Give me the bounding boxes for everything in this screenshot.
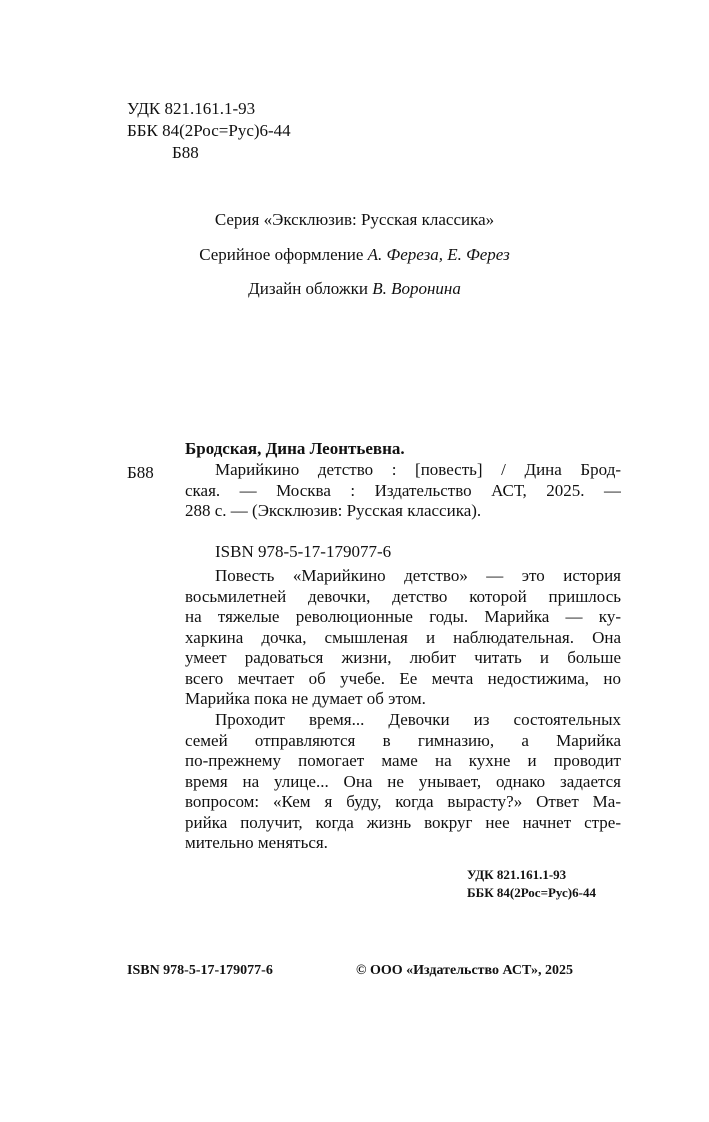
annotation-line: восьмилетней девочки, детство которой пришлось bbox=[185, 586, 621, 606]
annotation-line: по-прежнему помогает маме на кухне и проводит bbox=[185, 751, 621, 770]
bbk-top: ББК 84(2Рос=Рус)6-44 bbox=[127, 121, 291, 140]
annotation-line: мительно меняться. bbox=[185, 833, 328, 852]
annotation-line: Повесть «Марийкино детство» — это история bbox=[215, 566, 621, 585]
annotation-line: рийка получит, когда жизнь вокруг нее начнет стре- bbox=[185, 812, 621, 832]
annotation-line: Марийка пока не думает об этом. bbox=[185, 689, 426, 708]
bibliographic-description bbox=[185, 460, 621, 522]
annotation-line: Проходит время... Девочки из состоятельных bbox=[215, 710, 621, 729]
annotation-line: время на улице... Она не унывает, однако задается bbox=[185, 771, 621, 791]
design-label: Серийное оформление bbox=[199, 245, 368, 264]
description-line: 288 с. — (Эксклюзив: Русская классика). bbox=[185, 501, 482, 520]
author-mark: Б88 bbox=[127, 463, 154, 482]
cover-label: Дизайн обложки bbox=[248, 279, 373, 298]
annotation-paragraph-2 bbox=[185, 710, 621, 854]
footer-isbn: ISBN 978-5-17-179077-6 bbox=[127, 963, 273, 978]
description-line: ская. — Москва : Издательство АСТ, 2025. — bbox=[185, 480, 621, 500]
udk-top: УДК 821.161.1-93 bbox=[127, 99, 256, 118]
cover-name: В. Воронина bbox=[372, 279, 461, 298]
annotation-paragraph-1 bbox=[185, 566, 621, 710]
design-names: А. Фереза, Е. Ферез bbox=[367, 245, 510, 264]
isbn-record: ISBN 978-5-17-179077-6 bbox=[215, 542, 392, 561]
cover-credit bbox=[0, 278, 709, 299]
annotation-line: семей отправляются в гимназию, а Марийка bbox=[185, 730, 621, 750]
annotation-line: всего мечтает об учебе. Ее мечта недостижима, но bbox=[185, 668, 621, 688]
series-line: Серия «Эксклюзив: Русская классика» bbox=[214, 210, 495, 229]
annotation-line: умеет радоваться жизни, любит читать и больше bbox=[185, 648, 621, 667]
annotation-line: вопросом: «Кем я буду, когда вырасту?» Ответ Ма- bbox=[185, 792, 621, 811]
author-mark-top: Б88 bbox=[172, 143, 199, 162]
design-credit bbox=[0, 244, 709, 265]
description-line: Марийкино детство : [повесть] / Дина Брод- bbox=[215, 460, 621, 479]
bbk-bottom: ББК 84(2Рос=Рус)6-44 bbox=[467, 885, 596, 900]
annotation-line: харкина дочка, смышленая и наблюдательная. Она bbox=[185, 627, 621, 647]
udk-bottom: УДК 821.161.1-93 bbox=[467, 867, 567, 882]
author-heading: Бродская, Дина Леонтьевна. bbox=[185, 439, 405, 458]
footer-copyright: © ООО «Издательство АСТ», 2025 bbox=[356, 963, 574, 978]
annotation-line: на тяжелые революционные годы. Марийка — ку- bbox=[185, 607, 621, 626]
